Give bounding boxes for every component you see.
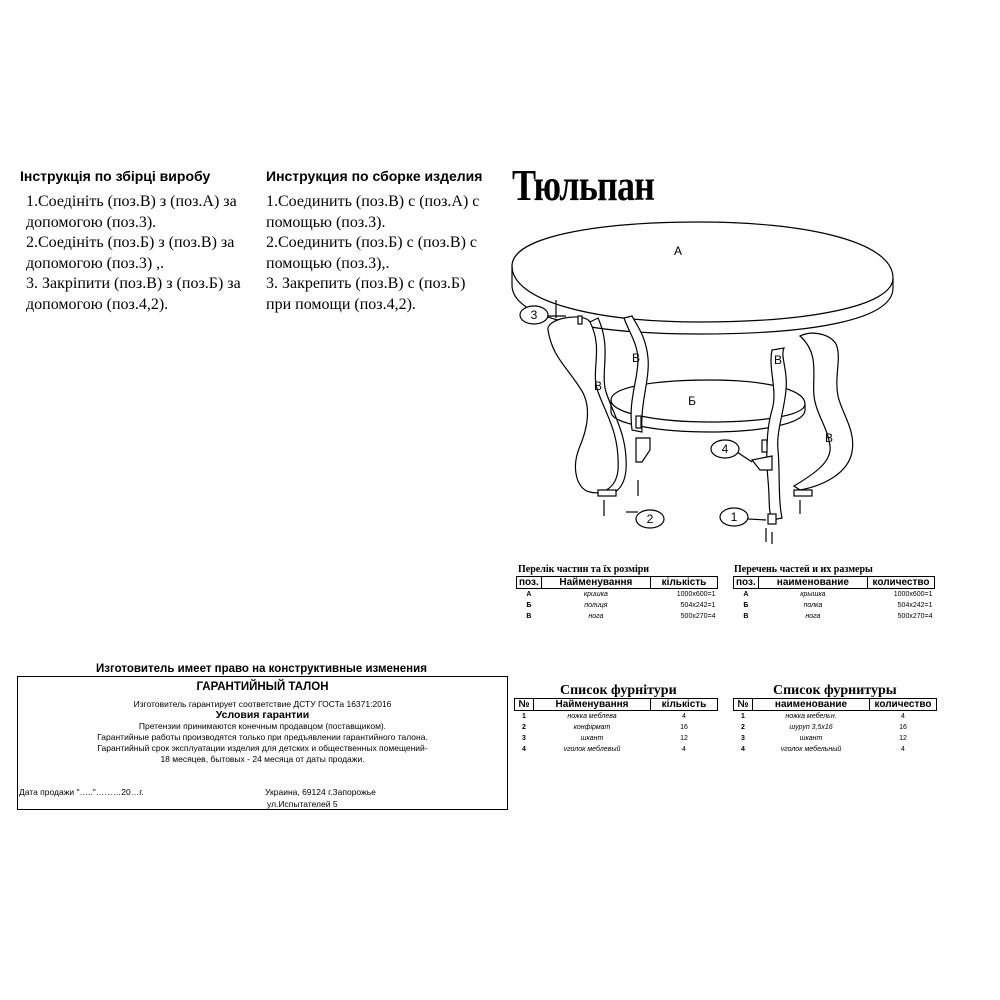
instruction-line: допомогою (поз.3) ,.	[26, 254, 165, 272]
parts-ru-table	[733, 576, 935, 622]
warranty-condition-line: Гарантийные работы производятся только при предъявлении гарантийного талона.	[97, 732, 428, 742]
cell-qty: 500х270=4	[897, 613, 933, 620]
instruction-line: 2.Соедініть (поз.Б) з (поз.В) за	[26, 234, 235, 251]
table-header-row	[517, 577, 718, 589]
table-row	[734, 711, 937, 723]
instructions-ru-title: Инструкция по сборке изделия	[266, 168, 483, 184]
table-row	[517, 589, 718, 601]
cell-pos: 1	[741, 713, 745, 720]
parts-ua-caption: Перелік частин та їх розміри	[518, 564, 650, 575]
table-row	[515, 733, 718, 744]
cell-name: нога	[805, 613, 821, 620]
cell-qty: 1000х600=1	[676, 591, 716, 598]
column-header: №	[734, 699, 753, 711]
warranty-condition-line: Претензии принимаются конечным продавцом (поставщиком).	[138, 721, 387, 731]
instruction-line: 1.Соедініть (поз.В) з (поз.А) за	[26, 193, 237, 210]
leg-left-part	[548, 317, 618, 493]
cell-pos: 4	[741, 746, 745, 753]
cell-name: полиця	[584, 602, 608, 609]
hardware-ua-caption: Список фурнітури	[560, 683, 677, 698]
cell-pos: А	[743, 591, 749, 598]
instructions-ua-title: Інструкція по збірці виробу	[20, 168, 211, 184]
instruction-line: 1.Соединить (поз.В) с (поз.А) с	[266, 193, 480, 210]
table-row	[515, 711, 718, 723]
address-line: Украина, 69124 г.Запорожье	[265, 787, 376, 797]
cell-name: шкант	[580, 735, 604, 742]
column-header: №	[515, 699, 534, 711]
instruction-line: 3. Закріпити (поз.В) з (поз.Б) за	[26, 275, 241, 292]
cell-name: шкант	[799, 735, 823, 742]
cell-pos: 3	[741, 735, 745, 742]
column-header: поз.	[517, 577, 542, 589]
callout-1: 1	[730, 510, 738, 524]
product-title: Тюльпан	[512, 161, 655, 210]
label-v-left: В	[593, 379, 603, 393]
table-row	[515, 722, 718, 733]
label-v-center: В	[631, 351, 641, 365]
column-header: наименование	[753, 699, 870, 711]
cell-qty: 4	[682, 746, 686, 753]
label-v-inner: В	[773, 353, 783, 367]
table-header-row	[734, 699, 937, 711]
cell-qty: 16	[680, 724, 688, 731]
callout-3: 3	[530, 308, 538, 322]
callout-2: 2	[646, 512, 654, 526]
cell-name: крышка	[800, 591, 826, 598]
table-row	[515, 744, 718, 755]
cell-pos: Б	[526, 602, 532, 609]
cell-qty: 1000х600=1	[893, 591, 933, 598]
cell-name: ножка мебельн.	[785, 713, 837, 720]
table-header-row	[734, 577, 935, 589]
table-row	[517, 600, 718, 611]
hardware-ua-table	[514, 698, 718, 755]
column-header: кількість	[651, 699, 718, 711]
cell-pos: В	[743, 613, 749, 620]
label-a: А	[673, 244, 683, 258]
manufacturer-note: Изготовитель имеет право на конструктивные изменения	[96, 663, 427, 675]
cell-name: конфірмат	[573, 724, 611, 731]
warranty-standard: Изготовитель гарантирует соответствие ДСТУ ГОСТа 16371:2016	[133, 699, 392, 709]
warranty-condition-line: Гарантийный срок эксплуатации изделия для детских и общественных помещений-	[97, 743, 428, 753]
cell-name: кришка	[583, 591, 608, 598]
cell-qty: 4	[901, 713, 905, 720]
cell-qty: 500х270=4	[680, 613, 716, 620]
cell-qty: 12	[680, 735, 688, 742]
table-row	[734, 744, 937, 755]
label-b: Б	[688, 394, 696, 408]
column-header: количество	[868, 577, 935, 589]
cell-name: шуруп 3,5х16	[789, 724, 833, 731]
warranty-condition-line: 18 месяцев, бытовых - 24 месяца от даты продажи.	[160, 754, 365, 764]
cell-pos: 2	[522, 724, 526, 731]
label-v-right: В	[824, 431, 834, 445]
instruction-line: допомогою (поз.4,2).	[26, 295, 169, 313]
cell-pos: А	[526, 591, 532, 598]
instruction-line: 2.Соединить (поз.Б) с (поз.В) с	[266, 234, 478, 251]
table-row	[734, 589, 935, 601]
parts-ru-caption: Перечень частей и их размеры	[734, 564, 873, 575]
cell-qty: 4	[682, 713, 686, 720]
instructions-ru-body	[266, 192, 479, 315]
cell-pos: 4	[522, 746, 526, 753]
cell-name: ножка меблева	[567, 713, 617, 720]
instruction-line: допомогою (поз.3).	[26, 213, 157, 231]
table-row	[734, 600, 935, 611]
column-header: наименование	[758, 577, 867, 589]
sale-date: Дата продажи "….."………20…г.	[19, 787, 144, 797]
column-header: Найменування	[534, 699, 651, 711]
instruction-line: помощью (поз.3),.	[266, 254, 390, 272]
cell-pos: В	[526, 613, 532, 620]
instruction-line: при помощи (поз.4,2).	[266, 295, 416, 313]
cell-qty: 504х242=1	[897, 602, 933, 609]
instruction-line: помощью (поз.3).	[266, 213, 386, 231]
callout-4: 4	[721, 442, 729, 456]
hardware-ru-table	[733, 698, 937, 755]
warranty-conditions-title: Условия гарантии	[215, 709, 310, 721]
parts-ua-table	[516, 576, 718, 622]
column-header: количество	[870, 699, 937, 711]
column-header: Найменування	[541, 577, 650, 589]
table-header-row	[515, 699, 718, 711]
cell-name: vголок меблевый	[563, 746, 621, 753]
table-row	[517, 611, 718, 622]
column-header: поз.	[734, 577, 759, 589]
cell-pos: 1	[522, 713, 526, 720]
cell-pos: 3	[522, 735, 526, 742]
instruction-line: 3. Закрепить (поз.В) с (поз.Б)	[266, 275, 466, 292]
cell-name: vголок мебельный	[780, 746, 842, 753]
cell-pos: 2	[741, 724, 745, 731]
cell-name: нога	[588, 613, 604, 620]
table-row	[734, 733, 937, 744]
warranty-title: ГАРАНТИЙНЫЙ ТАЛОН	[196, 681, 329, 693]
address-line: ул.Испытателей 5	[267, 799, 338, 809]
cell-name: полка	[803, 602, 823, 609]
table-row	[734, 722, 937, 733]
leg-right-inner-part	[767, 348, 787, 520]
cell-qty: 16	[899, 724, 907, 731]
cell-qty: 504х242=1	[680, 602, 716, 609]
instructions-ua-body	[26, 192, 241, 315]
column-header: кількість	[651, 577, 718, 589]
hardware-ru-caption: Список фурнитуры	[773, 683, 897, 698]
cell-qty: 4	[901, 746, 905, 753]
table-row	[734, 611, 935, 622]
cell-pos: Б	[743, 602, 749, 609]
assembly-diagram	[500, 218, 900, 550]
cell-qty: 12	[899, 735, 907, 742]
warranty-card	[17, 676, 508, 810]
